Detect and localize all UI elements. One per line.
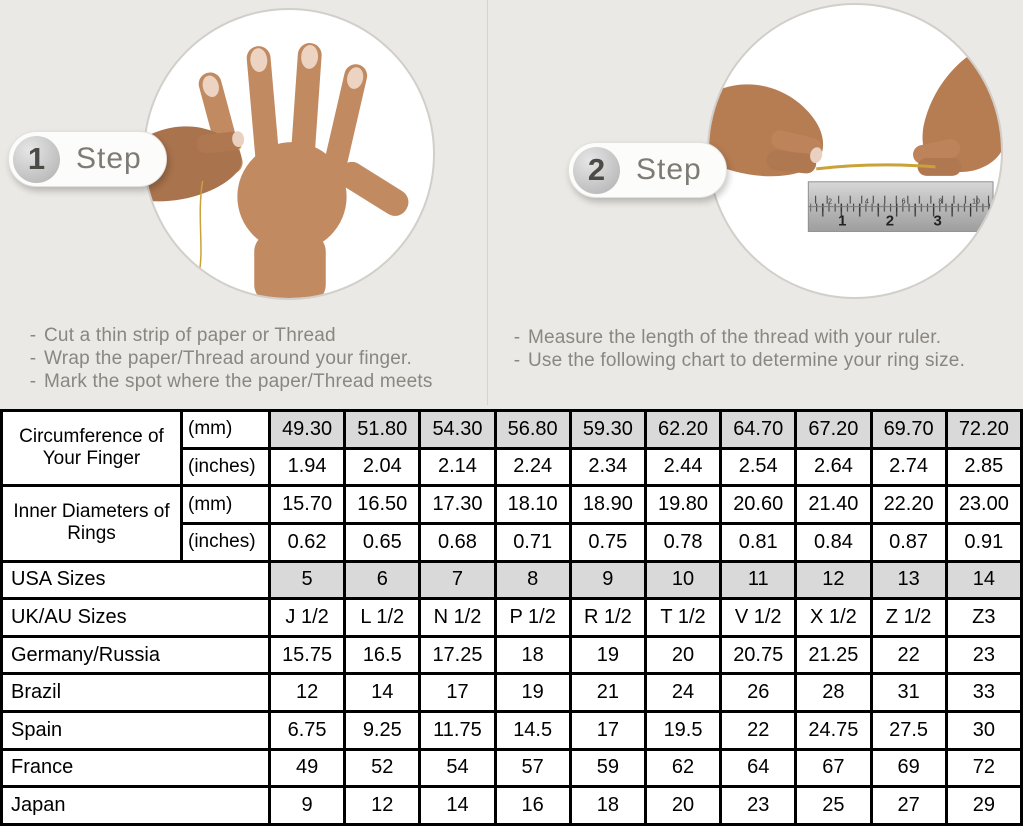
- size-value-cell: 14: [420, 787, 495, 825]
- size-value-cell: 10: [645, 561, 720, 599]
- size-value-cell: 23.00: [946, 486, 1021, 524]
- step2-badge: [568, 142, 727, 198]
- ring-size-conversion-table: [0, 409, 1023, 826]
- size-value-cell: 5: [270, 561, 345, 599]
- size-value-cell: 31: [871, 674, 946, 712]
- size-value-cell: 24.75: [796, 712, 871, 750]
- step2-label: Step: [636, 153, 702, 186]
- size-value-cell: 0.75: [570, 523, 645, 561]
- size-value-cell: 62.20: [645, 411, 720, 449]
- size-value-cell: 14.5: [495, 712, 570, 750]
- row-label: UK/AU Sizes: [2, 599, 270, 637]
- row-label: USA Sizes: [2, 561, 270, 599]
- size-value-cell: 49: [270, 749, 345, 787]
- size-value-cell: 18.10: [495, 486, 570, 524]
- size-value-cell: L 1/2: [345, 599, 420, 637]
- size-value-cell: 2.34: [570, 448, 645, 486]
- size-value-cell: 21: [570, 674, 645, 712]
- size-value-cell: 2.04: [345, 448, 420, 486]
- size-table-body: [2, 411, 1022, 825]
- dash-bullet: -: [29, 325, 37, 346]
- size-value-cell: 0.78: [645, 523, 720, 561]
- size-value-cell: 11.75: [420, 712, 495, 750]
- size-value-cell: 49.30: [270, 411, 345, 449]
- table-row: [2, 712, 1022, 750]
- size-value-cell: 2.64: [796, 448, 871, 486]
- size-value-cell: 0.91: [946, 523, 1021, 561]
- unit-label: (mm): [182, 411, 270, 449]
- size-value-cell: 18.90: [570, 486, 645, 524]
- size-value-cell: 17: [420, 674, 495, 712]
- size-value-cell: 0.68: [420, 523, 495, 561]
- svg-text:10: 10: [972, 198, 980, 206]
- size-value-cell: 27: [871, 787, 946, 825]
- size-value-cell: 12: [270, 674, 345, 712]
- size-value-cell: 8: [495, 561, 570, 599]
- size-value-cell: 23: [946, 636, 1021, 674]
- vertical-divider: [487, 0, 488, 405]
- table-row: [2, 749, 1022, 787]
- size-value-cell: P 1/2: [495, 599, 570, 637]
- size-value-cell: 69: [871, 749, 946, 787]
- size-value-cell: 22: [721, 712, 796, 750]
- size-value-cell: 59: [570, 749, 645, 787]
- step1-label: Step: [76, 142, 142, 175]
- size-value-cell: Z3: [946, 599, 1021, 637]
- table-row: [2, 787, 1022, 825]
- size-value-cell: 13: [871, 561, 946, 599]
- step1-number: 1: [13, 136, 60, 183]
- table-row: [2, 411, 1022, 449]
- size-value-cell: 9: [570, 561, 645, 599]
- hand-with-ring-illustration: [145, 10, 433, 298]
- size-value-cell: 56.80: [495, 411, 570, 449]
- measuring-thread-illustration: [709, 5, 1001, 297]
- size-value-cell: 30: [946, 712, 1021, 750]
- size-value-cell: 62: [645, 749, 720, 787]
- row-label: France: [2, 749, 270, 787]
- size-value-cell: 64: [721, 749, 796, 787]
- instruction-text: Cut a thin strip of paper or Thread: [44, 325, 336, 346]
- instruction-text: Measure the length of the thread with your ruler.: [528, 327, 942, 348]
- step1-badge: [8, 131, 167, 187]
- size-value-cell: 28: [796, 674, 871, 712]
- size-value-cell: 20.60: [721, 486, 796, 524]
- size-value-cell: 0.81: [721, 523, 796, 561]
- size-value-cell: 72: [946, 749, 1021, 787]
- size-value-cell: 0.71: [495, 523, 570, 561]
- size-value-cell: 64.70: [721, 411, 796, 449]
- instruction-text: Use the following chart to determine your ring size.: [528, 350, 966, 371]
- size-value-cell: R 1/2: [570, 599, 645, 637]
- size-value-cell: 24: [645, 674, 720, 712]
- size-value-cell: 17.30: [420, 486, 495, 524]
- instruction-line: [506, 349, 965, 372]
- size-value-cell: 16.50: [345, 486, 420, 524]
- svg-text:8: 8: [938, 198, 943, 206]
- size-value-cell: 21.25: [796, 636, 871, 674]
- thread-graphic: [816, 165, 935, 169]
- size-value-cell: 20.75: [721, 636, 796, 674]
- table-row: [2, 636, 1022, 674]
- size-value-cell: 67.20: [796, 411, 871, 449]
- size-value-cell: 19.5: [645, 712, 720, 750]
- size-value-cell: 2.24: [495, 448, 570, 486]
- size-value-cell: 22.20: [871, 486, 946, 524]
- size-value-cell: 16: [495, 787, 570, 825]
- unit-label: (inches): [182, 448, 270, 486]
- step1-instructions: [22, 324, 433, 393]
- size-value-cell: 51.80: [345, 411, 420, 449]
- row-label: Spain: [2, 712, 270, 750]
- size-value-cell: 67: [796, 749, 871, 787]
- dash-bullet: -: [513, 327, 521, 348]
- unit-label: (mm): [182, 486, 270, 524]
- instruction-line: [22, 370, 433, 393]
- size-value-cell: 19: [495, 674, 570, 712]
- unit-label: (inches): [182, 523, 270, 561]
- table-row: [2, 599, 1022, 637]
- table-row: [2, 561, 1022, 599]
- size-value-cell: 16.5: [345, 636, 420, 674]
- svg-text:2: 2: [885, 213, 895, 230]
- instruction-line: [22, 347, 433, 370]
- size-value-cell: 6: [345, 561, 420, 599]
- size-value-cell: 0.65: [345, 523, 420, 561]
- size-value-cell: 54: [420, 749, 495, 787]
- size-value-cell: 29: [946, 787, 1021, 825]
- size-value-cell: 20: [645, 787, 720, 825]
- size-value-cell: 15.75: [270, 636, 345, 674]
- size-value-cell: 0.87: [871, 523, 946, 561]
- size-value-cell: 1.94: [270, 448, 345, 486]
- dash-bullet: -: [29, 371, 37, 392]
- dash-bullet: -: [513, 350, 521, 371]
- svg-text:2: 2: [828, 198, 833, 206]
- size-value-cell: X 1/2: [796, 599, 871, 637]
- size-value-cell: 54.30: [420, 411, 495, 449]
- ruler-graphic: [808, 182, 993, 232]
- size-value-cell: J 1/2: [270, 599, 345, 637]
- size-value-cell: 17.25: [420, 636, 495, 674]
- step2-instructions: [506, 326, 965, 372]
- size-value-cell: 23: [721, 787, 796, 825]
- size-value-cell: 12: [345, 787, 420, 825]
- row-label: Japan: [2, 787, 270, 825]
- size-value-cell: 25: [796, 787, 871, 825]
- instruction-text: Wrap the paper/Thread around your finger.: [44, 348, 413, 369]
- instruction-line: [506, 326, 965, 349]
- row-label: Brazil: [2, 674, 270, 712]
- size-value-cell: V 1/2: [721, 599, 796, 637]
- svg-text:3: 3: [933, 213, 942, 230]
- thread-graphic: [199, 181, 203, 276]
- size-value-cell: 52: [345, 749, 420, 787]
- size-value-cell: 20: [645, 636, 720, 674]
- svg-text:4: 4: [864, 198, 869, 206]
- size-value-cell: 0.62: [270, 523, 345, 561]
- svg-text:1: 1: [838, 213, 847, 230]
- dash-bullet: -: [29, 348, 37, 369]
- size-value-cell: 9.25: [345, 712, 420, 750]
- row-label: Germany/Russia: [2, 636, 270, 674]
- size-value-cell: 27.5: [871, 712, 946, 750]
- instructions-section: [0, 0, 1023, 409]
- step2-number: 2: [573, 147, 620, 194]
- size-value-cell: 19.80: [645, 486, 720, 524]
- size-value-cell: 69.70: [871, 411, 946, 449]
- size-value-cell: 22: [871, 636, 946, 674]
- size-value-cell: 33: [946, 674, 1021, 712]
- size-value-cell: 2.74: [871, 448, 946, 486]
- row-group-label: Circumference of Your Finger: [2, 411, 182, 486]
- size-value-cell: 18: [570, 787, 645, 825]
- size-value-cell: 19: [570, 636, 645, 674]
- size-value-cell: 6.75: [270, 712, 345, 750]
- row-group-label: Inner Diameters of Rings: [2, 486, 182, 561]
- size-value-cell: N 1/2: [420, 599, 495, 637]
- size-value-cell: 57: [495, 749, 570, 787]
- size-value-cell: 72.20: [946, 411, 1021, 449]
- size-value-cell: 14: [946, 561, 1021, 599]
- size-value-cell: 2.85: [946, 448, 1021, 486]
- size-value-cell: 2.14: [420, 448, 495, 486]
- size-value-cell: 59.30: [570, 411, 645, 449]
- table-row: [2, 674, 1022, 712]
- size-value-cell: 11: [721, 561, 796, 599]
- table-row: [2, 486, 1022, 524]
- step2-ruler-photo: [707, 3, 1003, 299]
- size-value-cell: T 1/2: [645, 599, 720, 637]
- size-value-cell: 12: [796, 561, 871, 599]
- instruction-text: Mark the spot where the paper/Thread meets: [44, 371, 433, 392]
- size-value-cell: 18: [495, 636, 570, 674]
- size-value-cell: 9: [270, 787, 345, 825]
- instruction-line: [22, 324, 433, 347]
- size-value-cell: 0.84: [796, 523, 871, 561]
- svg-text:6: 6: [901, 198, 906, 206]
- size-value-cell: 15.70: [270, 486, 345, 524]
- size-value-cell: 17: [570, 712, 645, 750]
- size-value-cell: 21.40: [796, 486, 871, 524]
- size-value-cell: 2.44: [645, 448, 720, 486]
- size-value-cell: 7: [420, 561, 495, 599]
- size-value-cell: 26: [721, 674, 796, 712]
- size-value-cell: Z 1/2: [871, 599, 946, 637]
- size-value-cell: 2.54: [721, 448, 796, 486]
- size-value-cell: 14: [345, 674, 420, 712]
- step1-hand-photo: [143, 8, 435, 300]
